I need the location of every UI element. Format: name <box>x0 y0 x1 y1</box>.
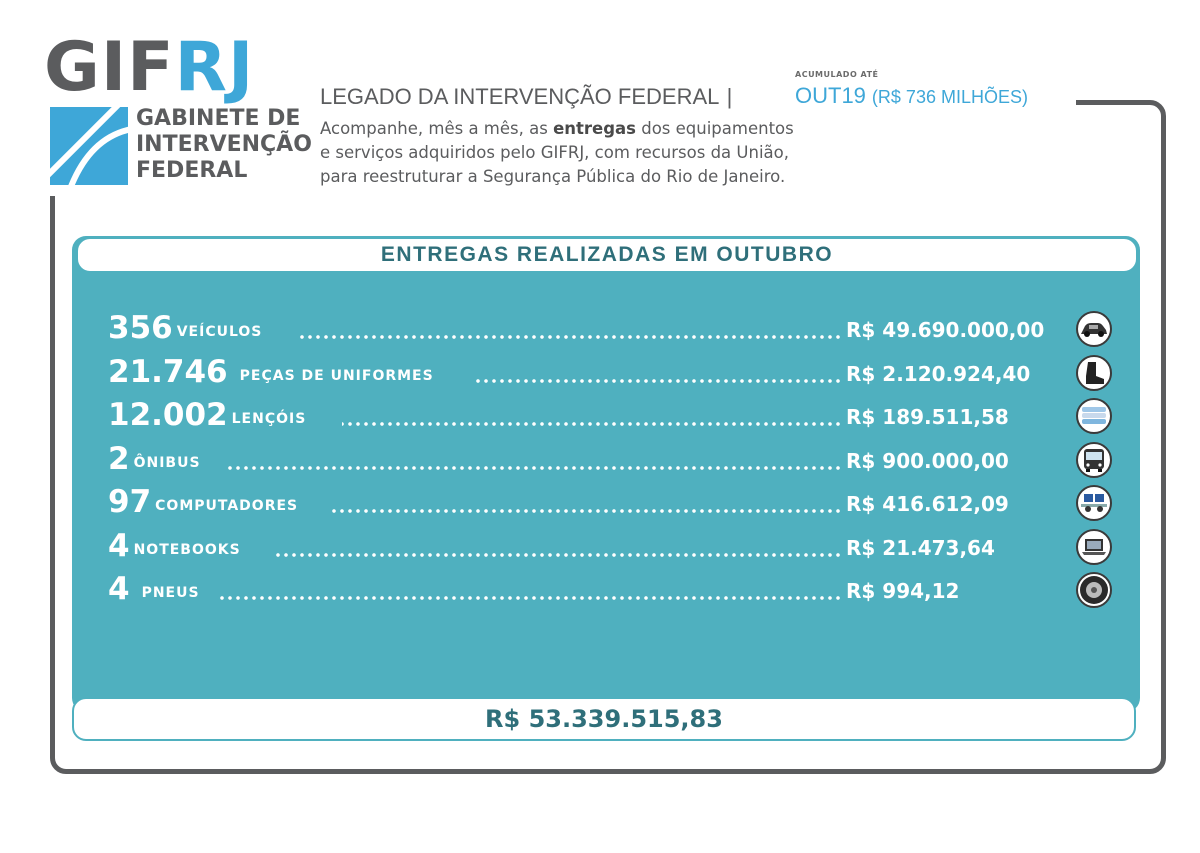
header-description <box>320 117 880 189</box>
dot-leader <box>224 465 842 471</box>
item-qty-number: 12.002 <box>108 397 228 433</box>
accumulated-amount: (R$ 736 MILHÕES) <box>871 87 1028 107</box>
item-qty-number: 4 <box>108 571 130 607</box>
item-label: PEÇAS DE UNIFORMES <box>239 367 434 384</box>
dot-leader <box>274 552 842 558</box>
item-value: R$ 49.690.000,00 <box>846 318 1045 342</box>
computer-icon <box>1076 485 1112 521</box>
item-qty-number: 2 <box>108 440 130 477</box>
accumulated-value <box>795 83 1028 109</box>
logo-name <box>136 106 312 184</box>
logo-emblem-icon <box>50 107 128 185</box>
tire-icon <box>1076 572 1112 608</box>
item-value: R$ 189.511,58 <box>846 405 1009 429</box>
logo-name-line3: FEDERAL <box>136 158 248 183</box>
list-item <box>108 569 1128 613</box>
list-item <box>108 526 1128 570</box>
dot-leader <box>330 508 842 514</box>
item-quantity <box>108 308 262 352</box>
item-value: R$ 416.612,09 <box>846 492 1009 516</box>
list-item <box>108 352 1128 396</box>
item-value: R$ 2.120.924,40 <box>846 361 1031 386</box>
list-item <box>108 395 1128 439</box>
item-qty-number: 21.746 <box>108 353 228 390</box>
panel-title: ENTREGAS REALIZADAS EM OUTUBRO <box>76 237 1138 273</box>
item-label: COMPUTADORES <box>155 498 299 514</box>
header-title-text: LEGADO DA INTERVENÇÃO FEDERAL <box>320 84 719 109</box>
item-label: ÔNIBUS <box>133 454 201 471</box>
desc-line-1-pre: Acompanhe, mês a mês, as <box>320 119 554 138</box>
list-item <box>108 308 1128 352</box>
desc-line-1 <box>320 117 880 141</box>
logo-name-line1: GABINETE DE <box>136 106 301 131</box>
desc-line-1-post: dos equipamentos <box>635 119 794 138</box>
boot-icon <box>1076 355 1112 391</box>
item-quantity <box>108 482 298 526</box>
list-item <box>108 482 1128 526</box>
desc-line-2: e serviços adquiridos pelo GIFRJ, com recursos da União, <box>320 143 789 162</box>
item-qty-number: 97 <box>108 484 152 520</box>
logo-gif: GIF <box>44 28 175 107</box>
item-value: R$ 994,12 <box>846 579 960 603</box>
header-separator: | <box>726 84 733 109</box>
header-title <box>320 84 732 110</box>
item-value: R$ 900.000,00 <box>846 448 1009 473</box>
item-quantity <box>108 526 241 570</box>
notebook-icon <box>1076 529 1112 565</box>
desc-line-3: para reestruturar a Segurança Pública do Rio de Janeiro. <box>320 167 786 186</box>
deliveries-list <box>108 308 1128 613</box>
sheets-icon <box>1076 398 1112 434</box>
car-icon <box>1076 311 1112 347</box>
accumulated-period: OUT19 <box>795 83 866 108</box>
dot-leader <box>476 378 842 384</box>
item-label: LENÇÓIS <box>231 411 307 427</box>
total-amount: R$ 53.339.515,83 <box>72 697 1136 741</box>
item-quantity <box>108 439 201 483</box>
dot-leader <box>342 421 842 427</box>
logo-wordmark <box>44 28 255 107</box>
bus-icon <box>1076 442 1112 478</box>
item-label: PNEUS <box>141 585 200 601</box>
logo-rj: RJ <box>174 28 255 107</box>
item-quantity <box>108 395 306 439</box>
item-qty-number: 4 <box>108 527 130 564</box>
item-value: R$ 21.473,64 <box>846 535 995 560</box>
item-quantity <box>108 569 200 613</box>
list-item <box>108 439 1128 483</box>
desc-line-1-bold: entregas <box>553 119 636 138</box>
dot-leader <box>298 334 842 340</box>
accumulated-label: ACUMULADO ATÉ <box>795 70 879 79</box>
dot-leader <box>216 595 842 601</box>
logo-name-line2: INTERVENÇÃO <box>136 132 312 157</box>
item-label: VEÍCULOS <box>176 324 263 340</box>
item-quantity <box>108 352 434 396</box>
item-label: NOTEBOOKS <box>133 541 241 558</box>
item-qty-number: 356 <box>108 310 173 346</box>
